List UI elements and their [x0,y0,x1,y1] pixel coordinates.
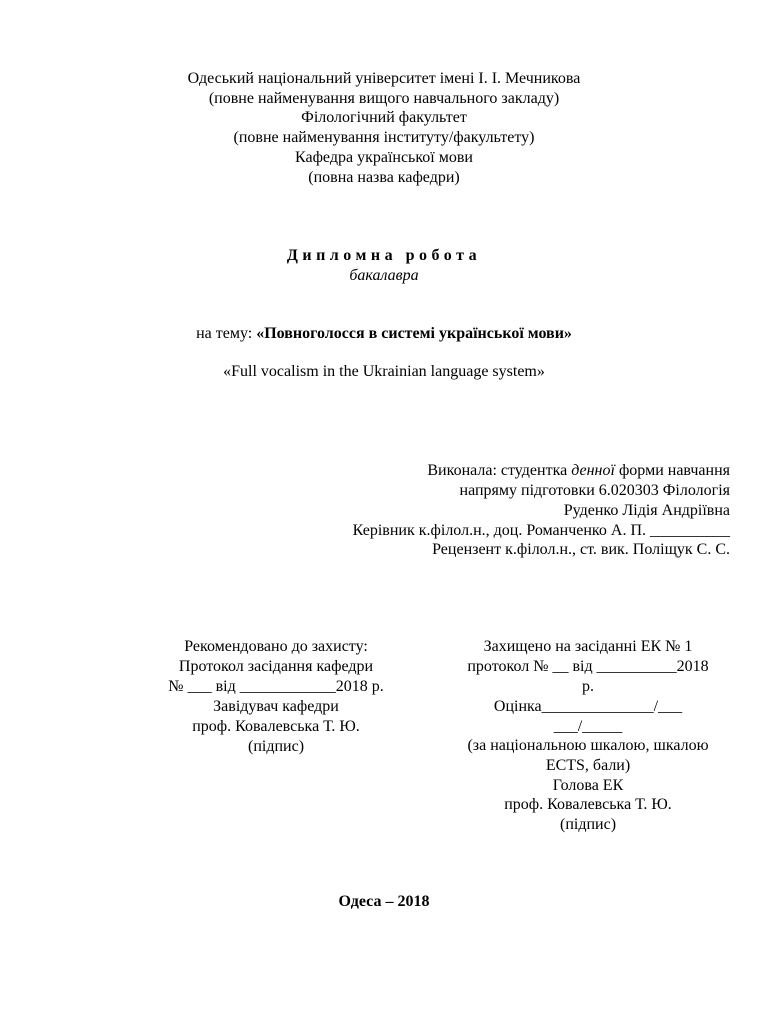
grade-note-1: (за національною шкалою, шкалою [467,737,709,754]
work-type-title: Дипломна робота [286,247,482,264]
university-name: Одеський національний університет імені І. І. Мечникова [187,70,581,87]
chair-name: проф. Ковалевська Т. Ю. [504,796,672,813]
department-name: Кафедра української мови [295,149,473,166]
supervisor-line: Керівник к.філол.н., доц. Романченко А. П. __________ [352,522,730,539]
head-name: проф. Ковалевська Т. Ю. [192,718,360,735]
chair-title: Голова ЕК [552,777,624,794]
topic-en: «Full vocalism in the Ukrainian language system» [223,363,545,380]
grade-line: Оцінка______________/___ [493,698,683,715]
reviewer-line: Рецензент к.філол.н., ст. вик. Поліщук С. С. [432,541,730,558]
topic-ua [0,324,768,343]
university-note: (повне найменування вищого навчального закладу) [208,90,560,107]
performed-suffix: форми навчання [618,462,730,479]
degree-label: бакалавра [349,267,419,284]
performed-prefix: Виконала: студентка [427,462,568,479]
topic-prefix: на тему: [196,325,253,342]
protocol-number: № ___ від ____________2018 р. [168,678,384,695]
defense-protocol: протокол № __ від __________2018 [467,658,709,675]
study-form: денної [571,462,615,479]
direction-line: напряму підготовки 6.020303 Філологія [459,482,730,499]
grade-note-2: ECTS, бали) [545,757,631,774]
student-name: Руденко Лідія Андріївна [563,502,730,519]
recommendation-block [118,637,434,757]
defense-year-suffix: р. [582,678,594,695]
grade-line-cont: ___/_____ [553,718,623,735]
defended-label: Захищено на засіданні ЕК № 1 [483,638,693,655]
performed-line [427,461,730,480]
defense-block [430,637,746,837]
faculty-note: (повне найменування інституту/факультету) [233,129,535,146]
faculty-name: Філологічний факультет [301,109,467,126]
topic-ua-text: «Повноголосся в системі української мови» [256,325,572,342]
head-signature: (підпис) [247,738,305,755]
recommended-label: Рекомендовано до захисту: [184,638,368,655]
chair-signature: (підпис) [559,816,617,833]
department-note: (повна назва кафедри) [308,169,460,186]
head-title: Завідувач кафедри [213,698,339,715]
city-year: Одеса – 2018 [338,893,430,910]
department-protocol: Протокол засідання кафедри [178,658,374,675]
